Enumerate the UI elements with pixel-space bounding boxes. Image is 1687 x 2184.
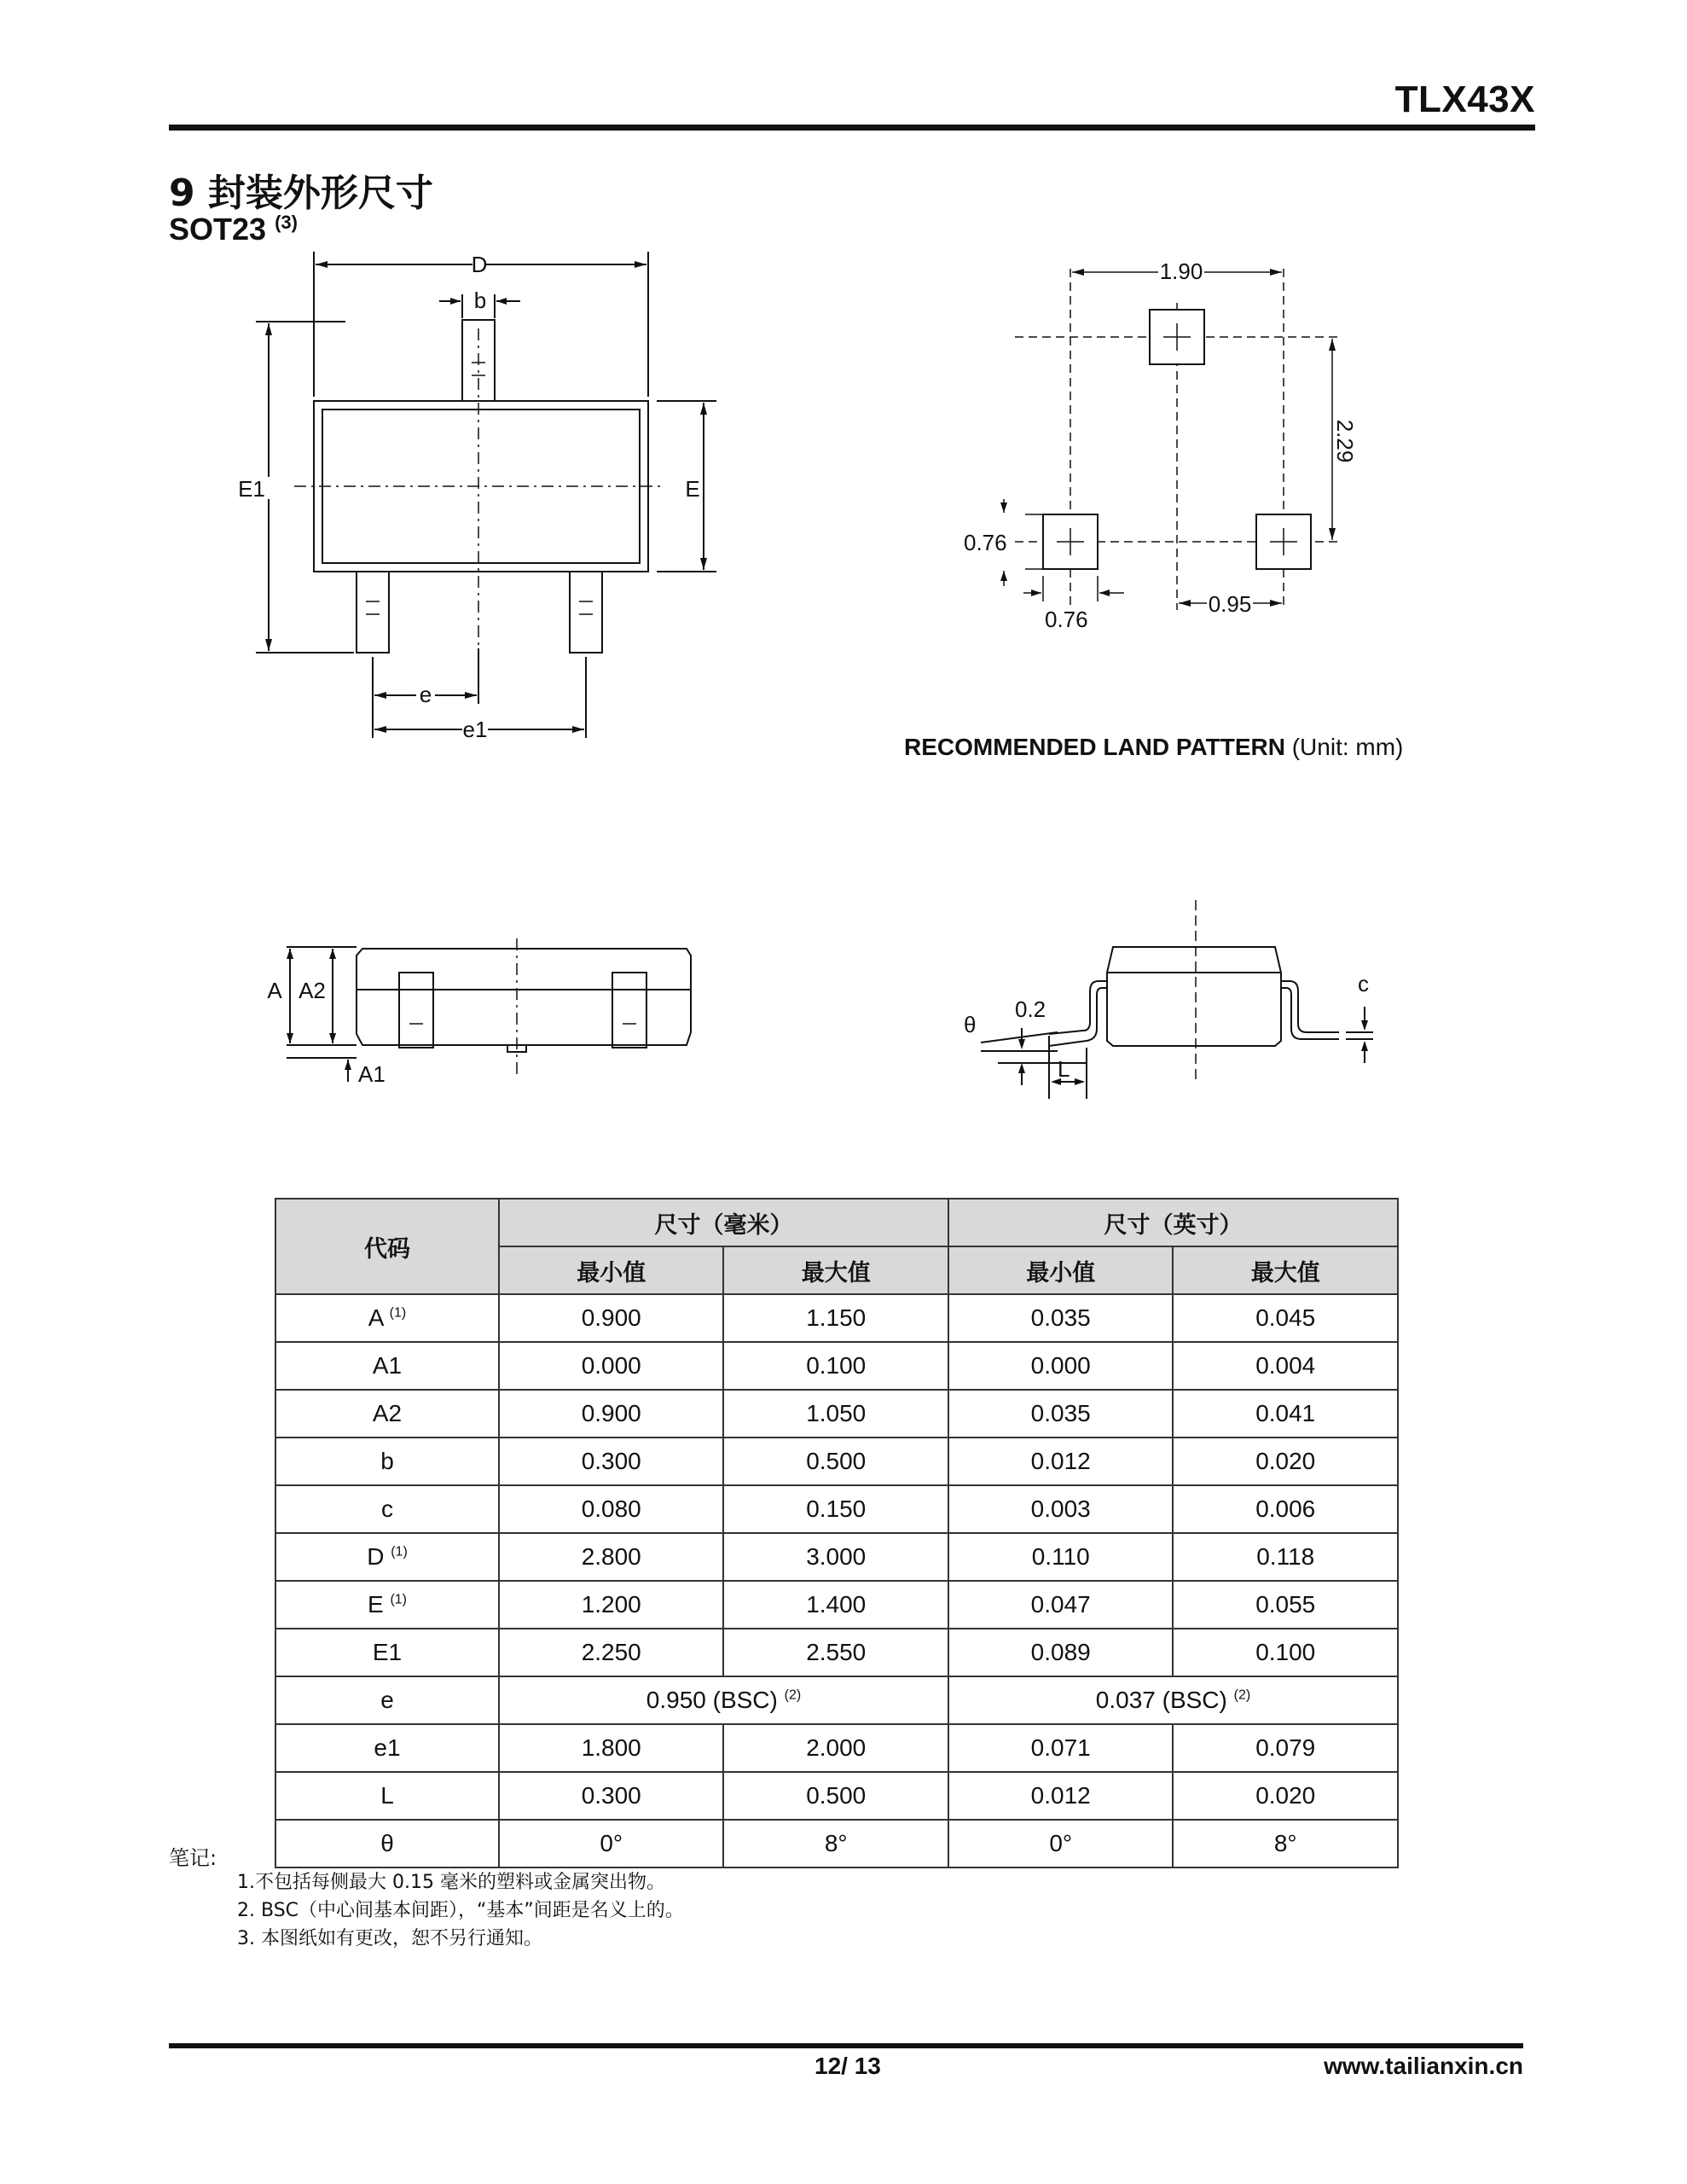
cell-code: E1 xyxy=(275,1629,499,1676)
cell-code: A1 xyxy=(275,1342,499,1390)
cell-mm-max: 2.550 xyxy=(723,1629,948,1676)
cell-code: A2 xyxy=(275,1390,499,1438)
cell-code: e1 xyxy=(275,1724,499,1772)
package-note: (3) xyxy=(275,212,298,233)
dim-label-A: A xyxy=(267,978,282,1003)
dim-label-A1: A1 xyxy=(358,1061,386,1087)
table-row xyxy=(275,1533,1398,1581)
dimension-table-body xyxy=(275,1294,1398,1867)
cell-in-max: 0.045 xyxy=(1173,1294,1398,1342)
cell-mm-max: 1.400 xyxy=(723,1581,948,1629)
cell-in-min: 0.012 xyxy=(948,1438,1173,1485)
cell-in-max: 0.079 xyxy=(1173,1724,1398,1772)
land-pad-width: 0.76 xyxy=(1045,607,1088,632)
land-pitch-h: 1.90 xyxy=(1159,258,1203,284)
top-view-drawing xyxy=(222,243,768,755)
cell-in-min: 0.071 xyxy=(948,1724,1173,1772)
dim-label-E1: E1 xyxy=(238,476,265,502)
cell-mm-min: 2.250 xyxy=(499,1629,723,1676)
cell-mm-max: 1.150 xyxy=(723,1294,948,1342)
dim-label-c: c xyxy=(1358,971,1369,996)
cell-mm-max: 0.150 xyxy=(723,1485,948,1533)
header-mm-min: 最小值 xyxy=(499,1246,723,1294)
cell-mm-bsc: 0.950 (BSC) $^{(2)}$ xyxy=(499,1676,948,1724)
dim-label-e: e xyxy=(419,682,432,707)
cell-mm-min: 0.900 xyxy=(499,1294,723,1342)
cell-in-max: 0.004 xyxy=(1173,1342,1398,1390)
cell-in-min: 0.047 xyxy=(948,1581,1173,1629)
document-header-title: TLX43X xyxy=(1394,78,1535,120)
table-row xyxy=(275,1485,1398,1533)
note-item: 2. BSC（中心间基本间距），“基本”间距是名义上的。 xyxy=(237,1900,684,1921)
cell-mm-max: 3.000 xyxy=(723,1533,948,1581)
header-mm: 尺寸（毫米） xyxy=(499,1199,948,1246)
note-item: 1.不包括每侧最大 0.15 毫米的塑料或金属突出物。 xyxy=(237,1872,665,1893)
side-view-drawing xyxy=(256,930,716,1101)
header-mm-max: 最大值 xyxy=(723,1246,948,1294)
gauge-plane-label: 0.2 xyxy=(1015,996,1046,1022)
section-title: 9 封装外形尺寸 xyxy=(169,171,433,215)
land-pad-height: 0.76 xyxy=(964,530,1007,555)
cell-mm-max: 0.100 xyxy=(723,1342,948,1390)
cell-in-min: 0.035 xyxy=(948,1390,1173,1438)
dim-label-b: b xyxy=(473,288,487,313)
dim-label-e1: e1 xyxy=(462,717,488,742)
note-item: 3. 本图纸如有更改，恕不另行通知。 xyxy=(237,1928,542,1949)
cell-code: c xyxy=(275,1485,499,1533)
header-code: 代码 xyxy=(275,1199,499,1294)
cell-mm-min: 0.300 xyxy=(499,1438,723,1485)
cell-in-max: 0.055 xyxy=(1173,1581,1398,1629)
cell-in-max: 0.118 xyxy=(1173,1533,1398,1581)
table-row xyxy=(275,1581,1398,1629)
dim-label-L: L xyxy=(1058,1056,1070,1082)
table-row xyxy=(275,1676,1398,1724)
cell-code: θ xyxy=(275,1820,499,1867)
dim-label-A2: A2 xyxy=(299,978,326,1003)
cell-mm-max: 1.050 xyxy=(723,1390,948,1438)
cell-in-max: 0.100 xyxy=(1173,1629,1398,1676)
header-rule xyxy=(169,125,1535,131)
footer-rule xyxy=(169,2043,1523,2048)
cell-mm-min: 1.800 xyxy=(499,1724,723,1772)
cell-in-max: 0.041 xyxy=(1173,1390,1398,1438)
cell-code: e xyxy=(275,1676,499,1724)
dimension-table xyxy=(275,1198,1399,1868)
cell-in-min: 0.035 xyxy=(948,1294,1173,1342)
land-pattern-drawing xyxy=(964,252,1390,644)
website-link[interactable]: www.tailianxin.cn xyxy=(1324,2053,1523,2079)
header-in-max: 最大值 xyxy=(1173,1246,1398,1294)
header-in-min: 最小值 xyxy=(948,1246,1173,1294)
cell-in-min: 0° xyxy=(948,1820,1173,1867)
table-row xyxy=(275,1390,1398,1438)
cell-in-bsc: 0.037 (BSC) $^{(2)}$ xyxy=(948,1676,1398,1724)
end-view-drawing xyxy=(964,896,1390,1109)
cell-mm-max: 2.000 xyxy=(723,1724,948,1772)
cell-mm-max: 0.500 xyxy=(723,1438,948,1485)
cell-code: L xyxy=(275,1772,499,1820)
cell-in-min: 0.110 xyxy=(948,1533,1173,1581)
cell-mm-min: 0° xyxy=(499,1820,723,1867)
cell-in-min: 0.012 xyxy=(948,1772,1173,1820)
land-pattern-caption: RECOMMENDED LAND PATTERN (Unit: mm) xyxy=(904,734,1404,760)
table-row xyxy=(275,1772,1398,1820)
land-pitch-v: 2.29 xyxy=(1332,419,1358,463)
cell-in-min: 0.003 xyxy=(948,1485,1173,1533)
cell-in-min: 0.000 xyxy=(948,1342,1173,1390)
cell-in-max: 0.006 xyxy=(1173,1485,1398,1533)
cell-in-max: 0.020 xyxy=(1173,1438,1398,1485)
land-half-pitch: 0.95 xyxy=(1208,591,1252,617)
cell-code: b xyxy=(275,1438,499,1485)
cell-code: E $^{(1)}$ xyxy=(275,1581,499,1629)
cell-in-max: 8° xyxy=(1173,1820,1398,1867)
table-row xyxy=(275,1294,1398,1342)
cell-mm-max: 8° xyxy=(723,1820,948,1867)
table-row xyxy=(275,1820,1398,1867)
page-number: 12/ 13 xyxy=(815,2053,881,2079)
dim-label-D: D xyxy=(471,252,488,277)
table-row xyxy=(275,1724,1398,1772)
cell-mm-min: 0.080 xyxy=(499,1485,723,1533)
cell-code: A $^{(1)}$ xyxy=(275,1294,499,1342)
cell-mm-min: 0.900 xyxy=(499,1390,723,1438)
cell-mm-max: 0.500 xyxy=(723,1772,948,1820)
dim-label-E: E xyxy=(685,476,700,502)
cell-mm-min: 0.300 xyxy=(499,1772,723,1820)
cell-mm-min: 1.200 xyxy=(499,1581,723,1629)
cell-in-max: 0.020 xyxy=(1173,1772,1398,1820)
table-row xyxy=(275,1629,1398,1676)
header-inch: 尺寸（英寸） xyxy=(948,1199,1398,1246)
cell-mm-min: 2.800 xyxy=(499,1533,723,1581)
notes-label: 笔记: xyxy=(169,1846,217,1870)
cell-in-min: 0.089 xyxy=(948,1629,1173,1676)
table-row xyxy=(275,1438,1398,1485)
cell-mm-min: 0.000 xyxy=(499,1342,723,1390)
package-name: SOT23 $^{(3)}$ xyxy=(169,212,298,247)
notes-list xyxy=(237,1868,684,1953)
table-row xyxy=(275,1342,1398,1390)
dim-label-theta: θ xyxy=(964,1012,977,1037)
cell-code: D $^{(1)}$ xyxy=(275,1533,499,1581)
